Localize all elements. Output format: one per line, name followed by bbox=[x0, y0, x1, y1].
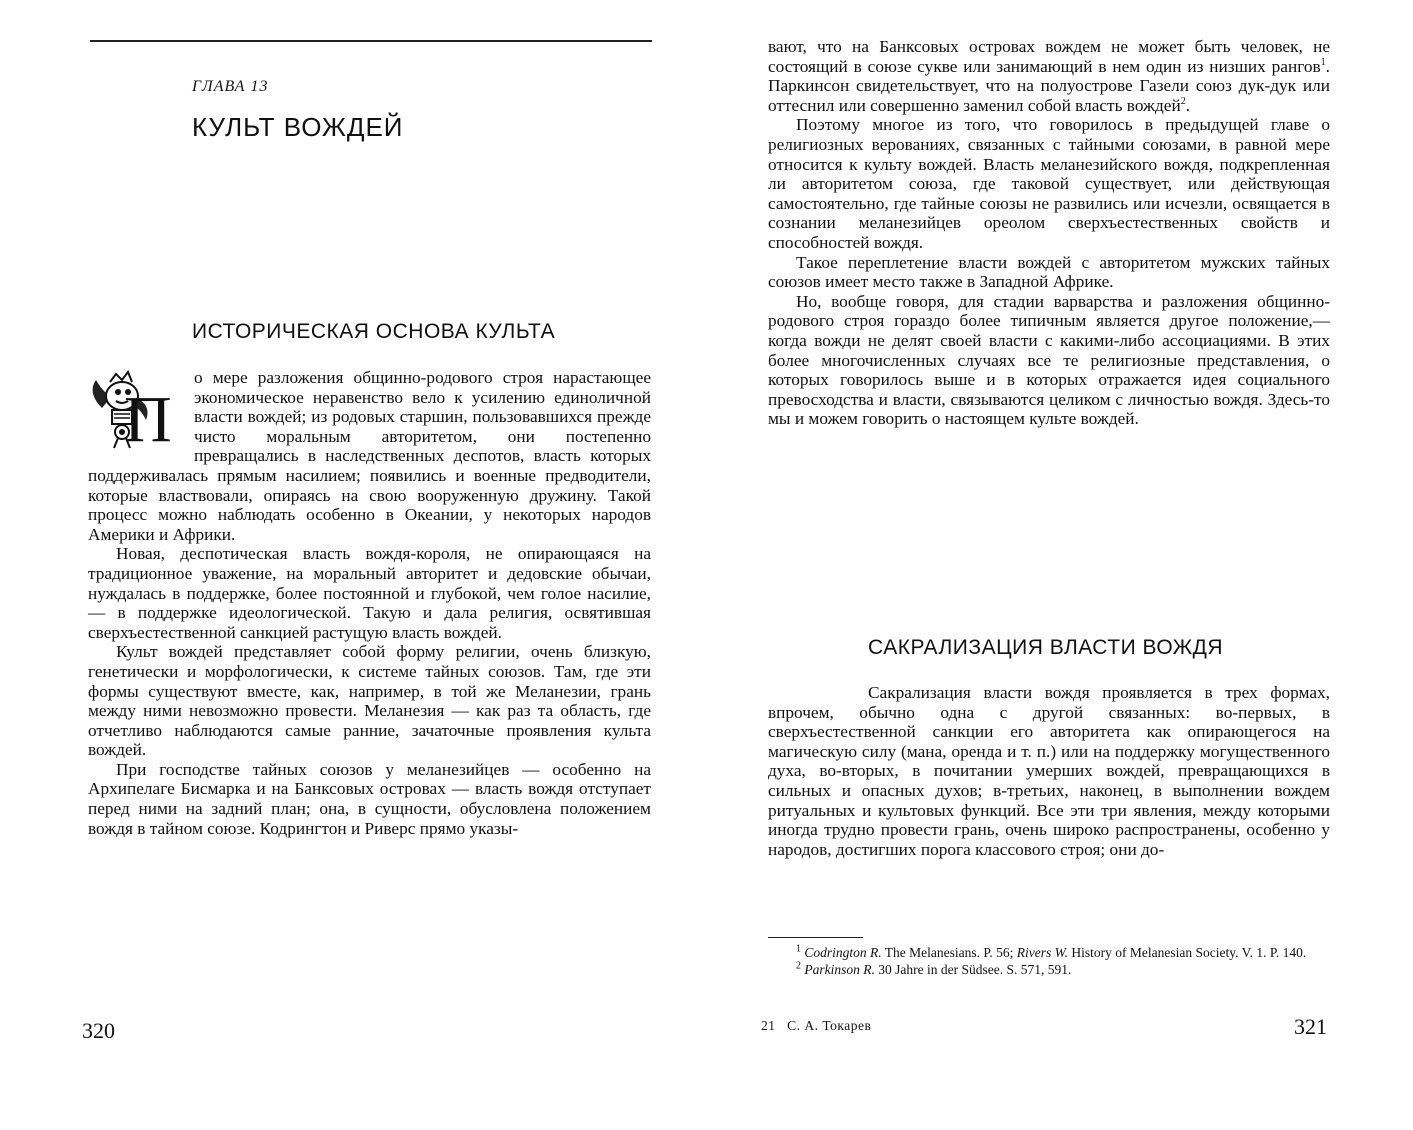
footnote-text: 30 Jahre in der Südsee. S. 571, 591. bbox=[874, 962, 1072, 977]
paragraph: Поэтому многое из того, что говорилось в предыдущей главе о религиозных верованиях, связанных с тайными союзами, в равной мере относится к культу вождей. Власть меланезийского вождя, подкрепленная ли авторитетом союза, где таковой существует, или действующая самостоятельно, где тайные союзы не развились или исчезли, освящается в сознании меланезийцев ореолом сверхъестественных свойств и способностей вождя. bbox=[768, 115, 1330, 252]
page-number-left: 320 bbox=[82, 1018, 115, 1043]
chapter-label: ГЛАВА 13 bbox=[192, 78, 269, 95]
footnote-mark: 1 bbox=[796, 943, 801, 955]
footnote-mark: 2 bbox=[796, 960, 801, 972]
footnote-ref[interactable]: 1 bbox=[1320, 56, 1326, 68]
right-body-text bbox=[768, 37, 1330, 429]
dropcap bbox=[88, 368, 188, 456]
section-title: САКРАЛИЗАЦИЯ ВЛАСТИ ВОЖДЯ bbox=[868, 636, 1223, 659]
right-page bbox=[706, 0, 1413, 1130]
dropcap-letter: П bbox=[124, 383, 172, 456]
footnotes bbox=[768, 944, 1330, 978]
left-body-text bbox=[88, 368, 651, 838]
paragraph: Такое переплетение власти вождей с авторитетом мужских тайных союзов имеет место также в Западной Африке. bbox=[768, 252, 1330, 292]
footnote bbox=[768, 961, 1330, 978]
paragraph: о мере разложения общинно-родового строя нарастающее экономическое неравенство вело к усилению единоличной власти вождей; из родовых старшин, пользовавшихся прежде чисто моральным авторитетом, они постепенно превращались в наследственных деспотов, власть которых поддерживалась прямым насилием; появились и военные предводители, которые властвовали, опираясь на свою вооруженную дружину. Такой процесс можно наблюдать особенно в Океании, у некоторых народов Америки и Африки. bbox=[88, 368, 651, 544]
paragraph: Культ вождей представляет собой форму религии, очень близкую, генетически и морфологически, к системе тайных союзов. Там, где эти формы существуют вместе, как, например, в той же Меланезии, грань между ними невозможно провести. Меланезия — как раз та область, где отчетливо наблюдаются самые ранние, зачаточные проявления культа вождей. bbox=[88, 642, 651, 760]
paragraph: Но, вообще говоря, для стадии варварства и разложения общинно-родового строя гораздо более типичным является другое положение,— когда вожди не делят своей власти с какими-либо ассоциациями. В этих более многочисленных случаях все те религиозные представления, о которых говорилось выше и в которых отражается идея социального превосходства и власти, связываются целиком с личностью вождя. Здесь-то мы и можем говорить о настоящем культе вождей. bbox=[768, 291, 1330, 429]
footnote-text: History of Melanesian Society. V. 1. P. 140. bbox=[1068, 945, 1307, 960]
paragraph: При господстве тайных союзов у меланезийцев — особенно на Архипелаге Бисмарка и на Банксовых островах — власть вождя отступает перед ними на задний план; она, в сущности, обусловлена положением вождя в тайном союзе. Кодрингтон и Риверс прямо указы- bbox=[88, 759, 651, 838]
paragraph-part: вают, что на Банксовых островах вождем не может быть человек, не состоящий в союзе сукве или занимающий в нем один из низших рангов bbox=[768, 37, 1330, 76]
paragraph-part: . bbox=[1185, 95, 1191, 115]
footnote-author: Parkinson R. bbox=[804, 962, 875, 977]
section-title: ИСТОРИЧЕСКАЯ ОСНОВА КУЛЬТА bbox=[192, 320, 556, 343]
footnote-divider bbox=[768, 937, 863, 938]
section-body-text bbox=[768, 683, 1330, 859]
page-number-right: 321 bbox=[1294, 1014, 1327, 1039]
footnote-text: The Melanesians. P. 56; bbox=[881, 945, 1017, 960]
footnote-ref[interactable]: 2 bbox=[1180, 96, 1186, 108]
chapter-title: КУЛЬТ ВОЖДЕЙ bbox=[192, 112, 404, 142]
paragraph-continued bbox=[768, 37, 1330, 115]
top-rule bbox=[90, 40, 652, 42]
paragraph-part: . Паркинсон свидетельствует, что на полуострове Газели союз дук-дук или оттеснил или совершенно заменил собой власть вождей bbox=[768, 56, 1330, 115]
footnote-author: Rivers W. bbox=[1016, 945, 1069, 960]
footnote bbox=[768, 944, 1330, 961]
paragraph: Сакрализация власти вождя проявляется в трех формах, впрочем, обычно одна с другой связанных: во-первых, в сверхъестественной санкции его авторитета как опирающегося на магическую силу (мана, оренда и т. п.) или на поддержку могущественного духа, во-вторых, в почитании умерших вождей, превращающихся в сильных и опасных духов; в-третьих, наконец, в выполнении вождем ритуальных и культовых функций. Все эти три явления, между которыми иногда трудно провести грань, очень широко распространены, особенно у народов, достигших порога классового строя; они до- bbox=[768, 683, 1330, 859]
left-page bbox=[0, 0, 706, 1130]
signature-mark: 21 С. А. Токарев bbox=[761, 1018, 872, 1033]
paragraph: Новая, деспотическая власть вождя-короля, не опирающаяся на традиционное уважение, на моральный авторитет и дедовские обычаи, нуждалась в поддержке, более постоянной и глубокой, чем голое насилие,— в поддержке идеологической. Такую и дала религия, освятившая сверхъестественной санкцией растущую власть вождей. bbox=[88, 544, 651, 642]
footnote-author: Codrington R. bbox=[804, 945, 882, 960]
